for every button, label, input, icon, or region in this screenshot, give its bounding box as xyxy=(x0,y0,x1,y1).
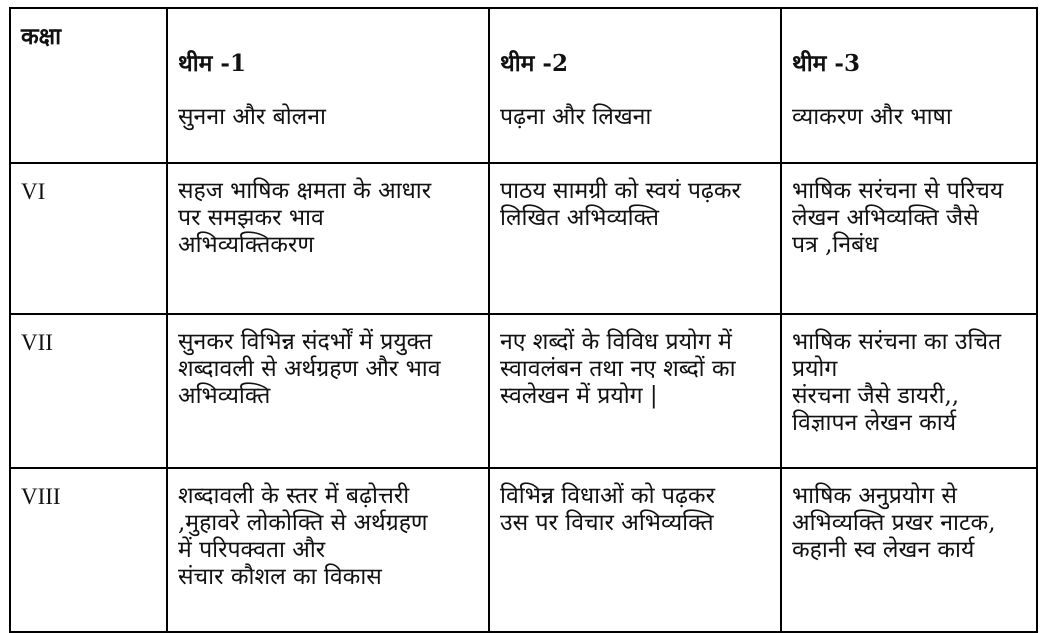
theme-1-title: थीम -1 xyxy=(178,50,246,77)
theme-2-cell: नए शब्दों के विविध प्रयोग में स्वावलंबन तथा नए शब्दों का स्वलेखन में प्रयोग | xyxy=(489,314,781,468)
theme-3-title: थीम -3 xyxy=(792,50,860,77)
theme-1-cell: शब्दावली के स्तर में बढ़ोत्तरी ,मुहावरे लोकोक्ति से अर्थग्रहण में परिपक्वता और संचार कौशल का विकास xyxy=(167,468,489,632)
theme-2-header xyxy=(489,8,781,163)
class-cell: VIII xyxy=(10,468,167,632)
header-row xyxy=(10,8,1037,163)
theme-3-cell: भाषिक सरंचना से परिचय लेखन अभिव्यक्ति जैसे पत्र ,निबंध xyxy=(781,163,1037,314)
theme-2-title: थीम -2 xyxy=(500,50,568,77)
theme-1-header xyxy=(167,8,489,163)
table-row xyxy=(10,314,1037,468)
theme-3-cell: भाषिक अनुप्रयोग से अभिव्यक्ति प्रखर नाटक, कहानी स्व लेखन कार्य xyxy=(781,468,1037,632)
theme-3-subtitle: व्याकरण और भाषा xyxy=(792,104,952,130)
theme-1-cell: सुनकर विभिन्न संदर्भों में प्रयुक्त शब्दावली से अर्थग्रहण और भाव अभिव्यक्ति xyxy=(167,314,489,468)
theme-3-cell: भाषिक सरंचना का उचित प्रयोग संरचना जैसे डायरी,, विज्ञापन लेखन कार्य xyxy=(781,314,1037,468)
theme-1-subtitle: सुनना और बोलना xyxy=(178,104,326,130)
curriculum-table xyxy=(9,7,1038,633)
class-cell: VI xyxy=(10,163,167,314)
theme-1-cell: सहज भाषिक क्षमता के आधार पर समझकर भाव अभिव्यक्तिकरण xyxy=(167,163,489,314)
theme-2-cell: पाठय सामग्री को स्वयं पढ़कर लिखित अभिव्यक्ति xyxy=(489,163,781,314)
theme-2-subtitle: पढ़ना और लिखना xyxy=(500,104,652,130)
table-row xyxy=(10,468,1037,632)
theme-2-cell: विभिन्न विधाओं को पढ़कर उस पर विचार अभिव्यक्ति xyxy=(489,468,781,632)
theme-3-header xyxy=(781,8,1037,163)
class-cell: VII xyxy=(10,314,167,468)
class-header: कक्षा xyxy=(10,8,167,163)
table-row xyxy=(10,163,1037,314)
